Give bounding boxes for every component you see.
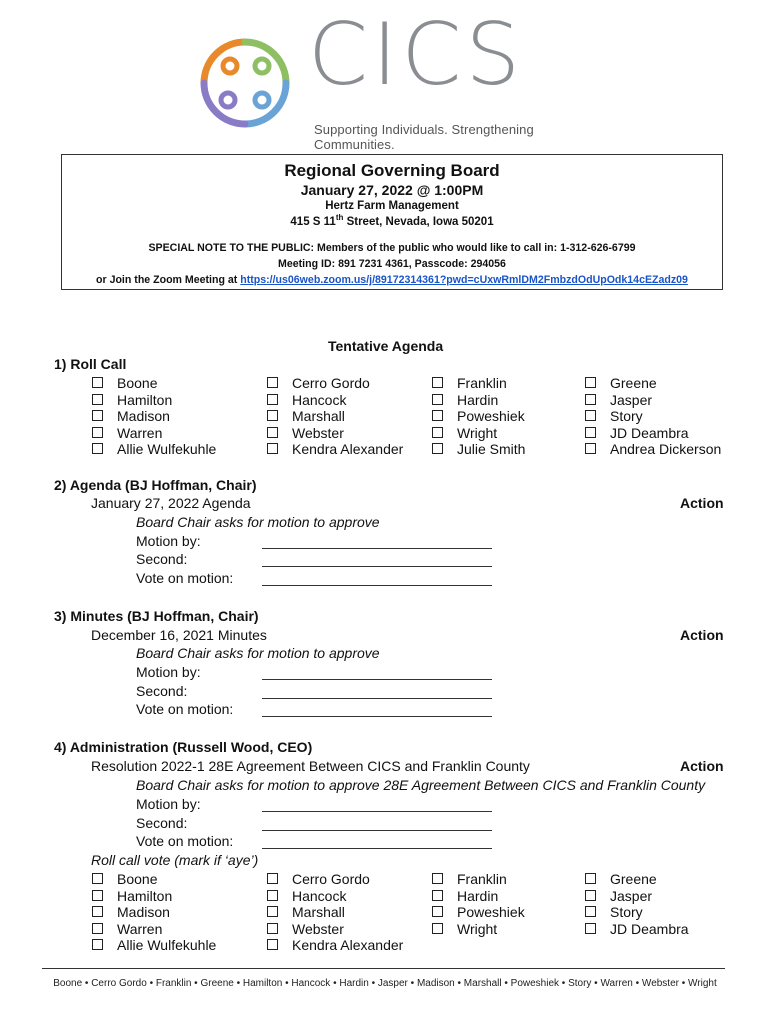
checkbox-icon[interactable] [432, 873, 443, 884]
checkbox-item[interactable] [585, 425, 721, 442]
checkbox-item[interactable] [267, 904, 403, 921]
roll-call-col1 [92, 375, 216, 458]
checkbox-icon[interactable] [267, 443, 278, 454]
item4-second-label: Second: [136, 815, 188, 831]
logo-tagline: Supporting Individuals. Strengthening Communities. [314, 122, 534, 152]
meeting-address: 415 S 11th Street, Nevada, Iowa 50201 [290, 213, 494, 228]
item4-instruction: Board Chair asks for motion to approve 28E Agreement Between CICS and Franklin County [136, 777, 706, 793]
item2-vote-line[interactable] [262, 585, 492, 586]
item3-motion-label: Motion by: [136, 664, 201, 680]
roll-call-heading: 1) Roll Call [54, 356, 127, 372]
checkbox-label: Warren [117, 424, 163, 441]
item4-motion-label: Motion by: [136, 796, 201, 812]
checkbox-icon[interactable] [267, 939, 278, 950]
checkbox-item[interactable] [267, 937, 403, 954]
checkbox-item[interactable] [267, 871, 403, 888]
item2-instruction: Board Chair asks for motion to approve [136, 514, 380, 530]
checkbox-item[interactable] [432, 904, 525, 921]
zoom-link[interactable]: https://us06web.zoom.us/j/89172314361?pwd=cUxwRmlDM2FmbzdOdUpOdk14cEZadz09 [240, 273, 688, 286]
checkbox-label: Marshall [292, 408, 345, 424]
checkbox-icon[interactable] [267, 394, 278, 405]
checkbox-icon[interactable] [585, 873, 596, 884]
checkbox-icon[interactable] [92, 873, 103, 884]
checkbox-item[interactable] [92, 904, 216, 921]
item2-heading: 2) Agenda (BJ Hoffman, Chair) [54, 477, 257, 493]
checkbox-label: Kendra Alexander [292, 937, 404, 953]
item4-vote-col3 [432, 871, 525, 937]
checkbox-icon[interactable] [267, 890, 278, 901]
checkbox-icon[interactable] [432, 377, 443, 388]
board-title: Regional Governing Board [284, 161, 500, 180]
item4-roll-call-label: Roll call vote (mark if ‘aye’) [91, 852, 259, 868]
checkbox-item[interactable] [92, 441, 216, 458]
checkbox-label: Webster [292, 424, 344, 441]
item2-description: January 27, 2022 Agenda [91, 495, 251, 511]
checkbox-icon[interactable] [432, 890, 443, 901]
item3-action: Action [680, 627, 724, 643]
checkbox-icon[interactable] [92, 427, 103, 438]
checkbox-icon[interactable] [92, 923, 103, 934]
checkbox-label: Wright [457, 920, 498, 937]
item3-vote-line[interactable] [262, 716, 492, 717]
checkbox-item[interactable] [585, 375, 721, 392]
checkbox-label: Boone [117, 375, 158, 391]
checkbox-label: Story [610, 408, 643, 424]
checkbox-label: Webster [292, 920, 344, 937]
footer-counties: Boone • Cerro Gordo • Franklin • Greene • Hamilton • Hancock • Hardin • Jasper • Madison • Marshall • Poweshiek • Story • Warren • Webster • Wright [53, 978, 717, 989]
checkbox-item[interactable] [267, 921, 403, 938]
checkbox-item[interactable] [267, 375, 403, 392]
checkbox-item[interactable] [92, 408, 216, 425]
checkbox-item[interactable] [92, 921, 216, 938]
checkbox-item[interactable] [92, 425, 216, 442]
checkbox-label: Warren [117, 920, 163, 937]
public-call-in-note: SPECIAL NOTE TO THE PUBLIC: Members of the public who would like to call in: 1-312-626-6799 [148, 241, 636, 254]
item4-heading: 4) Administration (Russell Wood, CEO) [54, 739, 313, 755]
checkbox-item[interactable] [585, 888, 689, 905]
checkbox-item[interactable] [432, 871, 525, 888]
item3-heading: 3) Minutes (BJ Hoffman, Chair) [54, 608, 259, 624]
checkbox-label: Jasper [610, 887, 653, 904]
checkbox-item[interactable] [92, 392, 216, 409]
cics-people-circle-icon [190, 28, 300, 138]
checkbox-item[interactable] [92, 888, 216, 905]
checkbox-icon[interactable] [267, 377, 278, 388]
checkbox-item[interactable] [585, 921, 689, 938]
item3-second-label: Second: [136, 683, 188, 699]
checkbox-label: Andrea Dickerson [610, 441, 722, 457]
checkbox-label: Marshall [292, 904, 345, 920]
item3-motion-line[interactable] [262, 679, 492, 680]
checkbox-icon[interactable] [585, 923, 596, 934]
item4-motion-line[interactable] [262, 811, 492, 812]
checkbox-item[interactable] [267, 392, 403, 409]
checkbox-label: Hamilton [117, 391, 173, 408]
checkbox-icon[interactable] [92, 906, 103, 917]
checkbox-item[interactable] [432, 392, 525, 409]
checkbox-label: Allie Wulfekuhle [117, 937, 217, 953]
checkbox-item[interactable] [92, 871, 216, 888]
checkbox-icon[interactable] [267, 410, 278, 421]
checkbox-item[interactable] [585, 408, 721, 425]
checkbox-item[interactable] [585, 904, 689, 921]
roll-call-col4 [585, 375, 721, 458]
checkbox-item[interactable] [585, 871, 689, 888]
meeting-id-note: Meeting ID: 891 7231 4361, Passcode: 294056 [278, 257, 506, 270]
checkbox-label: Hancock [292, 887, 347, 904]
checkbox-icon[interactable] [432, 923, 443, 934]
checkbox-icon[interactable] [585, 427, 596, 438]
checkbox-item[interactable] [267, 408, 403, 425]
checkbox-item[interactable] [585, 441, 721, 458]
checkbox-label: Wright [457, 424, 498, 441]
checkbox-icon[interactable] [432, 427, 443, 438]
checkbox-label: Allie Wulfekuhle [117, 441, 217, 457]
checkbox-label: Franklin [457, 375, 507, 391]
checkbox-icon[interactable] [92, 394, 103, 405]
checkbox-icon[interactable] [92, 443, 103, 454]
checkbox-label: Madison [117, 408, 170, 424]
meeting-venue: Hertz Farm Management [325, 200, 459, 212]
checkbox-icon[interactable] [92, 410, 103, 421]
item4-vote-line[interactable] [262, 848, 492, 849]
checkbox-label: Boone [117, 871, 158, 887]
cics-logo [190, 5, 580, 152]
checkbox-label: Madison [117, 904, 170, 920]
item3-instruction: Board Chair asks for motion to approve [136, 645, 380, 661]
checkbox-label: Kendra Alexander [292, 441, 404, 457]
checkbox-label: Story [610, 904, 643, 920]
checkbox-icon[interactable] [585, 394, 596, 405]
checkbox-item[interactable] [267, 441, 403, 458]
checkbox-label: Poweshiek [457, 408, 525, 424]
checkbox-label: Hardin [457, 887, 499, 904]
checkbox-icon[interactable] [432, 443, 443, 454]
checkbox-item[interactable] [432, 425, 525, 442]
item4-action: Action [680, 758, 724, 774]
logo-wordmark: CICS [308, 5, 525, 105]
checkbox-icon[interactable] [267, 873, 278, 884]
checkbox-icon[interactable] [267, 427, 278, 438]
checkbox-item[interactable] [585, 392, 721, 409]
checkbox-label: JD Deambra [610, 920, 689, 937]
checkbox-icon[interactable] [92, 890, 103, 901]
checkbox-label: Greene [610, 871, 657, 887]
checkbox-icon[interactable] [432, 410, 443, 421]
zoom-note: or Join the Zoom Meeting at https://us06web.zoom.us/j/89172314361?pwd=cUxwRmlDM2FmbzdOdUpOdk14cEZadz09 [96, 273, 688, 286]
checkbox-icon[interactable] [92, 939, 103, 950]
item4-description: Resolution 2022-1 28E Agreement Between CICS and Franklin County [91, 758, 530, 774]
checkbox-icon[interactable] [585, 410, 596, 421]
checkbox-item[interactable] [92, 375, 216, 392]
checkbox-item[interactable] [267, 888, 403, 905]
checkbox-item[interactable] [432, 888, 525, 905]
checkbox-label: Hardin [457, 391, 499, 408]
checkbox-icon[interactable] [585, 906, 596, 917]
checkbox-label: Julie Smith [457, 441, 526, 457]
checkbox-icon[interactable] [432, 906, 443, 917]
item3-vote-label: Vote on motion: [136, 701, 234, 717]
item4-second-line[interactable] [262, 830, 492, 831]
item4-vote-col1 [92, 871, 216, 954]
meeting-date: January 27, 2022 @ 1:00PM [300, 182, 484, 198]
item2-action: Action [680, 495, 724, 511]
checkbox-label: Hancock [292, 391, 347, 408]
checkbox-item[interactable] [432, 375, 525, 392]
checkbox-item[interactable] [432, 921, 525, 938]
item2-second-label: Second: [136, 551, 188, 567]
checkbox-icon[interactable] [432, 394, 443, 405]
checkbox-label: Cerro Gordo [292, 871, 370, 887]
checkbox-label: Jasper [610, 391, 653, 408]
checkbox-label: Cerro Gordo [292, 375, 370, 391]
item2-motion-line[interactable] [262, 548, 492, 549]
item2-second-line[interactable] [262, 566, 492, 567]
checkbox-label: Franklin [457, 871, 507, 887]
item4-vote-col4 [585, 871, 689, 937]
checkbox-label: JD Deambra [610, 424, 689, 441]
checkbox-icon[interactable] [267, 906, 278, 917]
checkbox-label: Greene [610, 375, 657, 391]
agenda-title: Tentative Agenda [328, 338, 444, 354]
checkbox-label: Hamilton [117, 887, 173, 904]
item3-second-line[interactable] [262, 698, 492, 699]
checkbox-icon[interactable] [585, 377, 596, 388]
checkbox-icon[interactable] [267, 923, 278, 934]
checkbox-item[interactable] [432, 441, 525, 458]
checkbox-icon[interactable] [92, 377, 103, 388]
item3-description: December 16, 2021 Minutes [91, 627, 267, 643]
item4-vote-col2 [267, 871, 403, 954]
checkbox-icon[interactable] [585, 443, 596, 454]
checkbox-item[interactable] [267, 425, 403, 442]
checkbox-label: Poweshiek [457, 904, 525, 920]
checkbox-item[interactable] [92, 937, 216, 954]
meeting-notice-box [61, 154, 723, 290]
footer-divider [42, 968, 725, 969]
roll-call-col2 [267, 375, 403, 458]
item2-vote-label: Vote on motion: [136, 570, 234, 586]
checkbox-icon[interactable] [585, 890, 596, 901]
checkbox-item[interactable] [432, 408, 525, 425]
item4-vote-label: Vote on motion: [136, 833, 234, 849]
roll-call-col3 [432, 375, 525, 458]
item2-motion-label: Motion by: [136, 533, 201, 549]
